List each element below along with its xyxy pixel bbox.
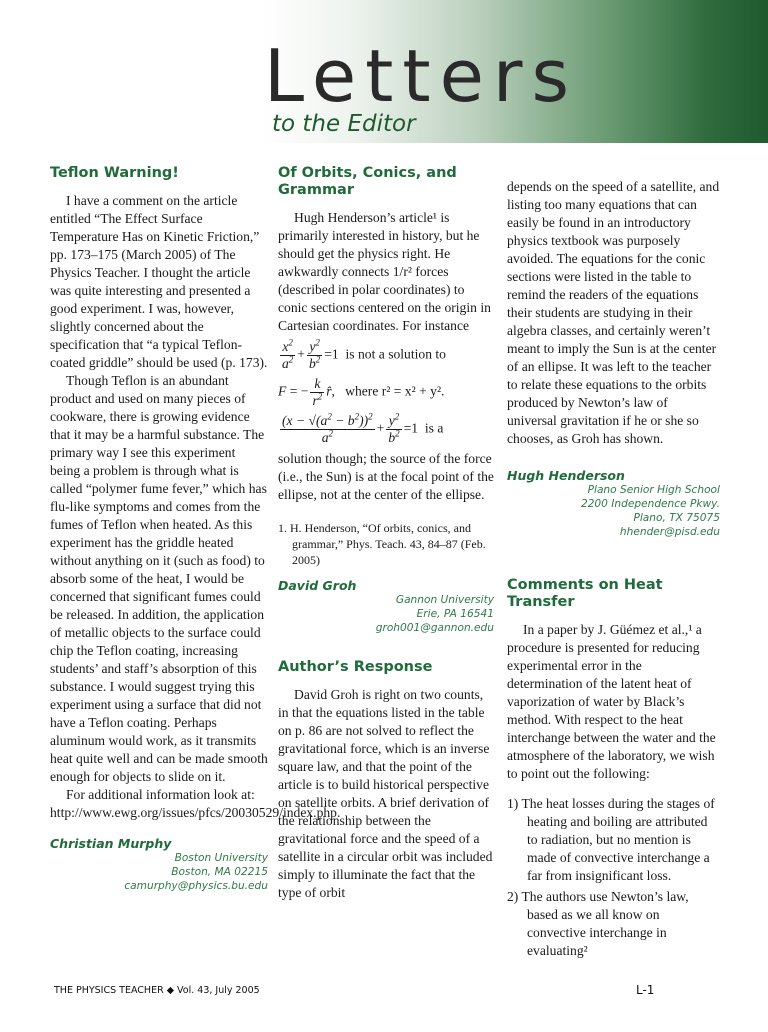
letter2-reference: 1. H. Henderson, “Of orbits, conics, and grammar,” Phys. Teach. 43, 84–87 (Feb. 2005): [278, 521, 486, 567]
response-aff-line-1: Plano Senior High School: [587, 484, 720, 496]
letter1-heading: Teflon Warning!: [50, 165, 179, 181]
response-aff-line-3: Plano, TX 75075: [633, 512, 720, 524]
fraction-y2-b2: $\frac{y^2}{b^2}$: [308, 337, 321, 371]
fraction-shifted-x: $\frac{(x - √(a^2 - b^2))^2}{a^2}$: [282, 411, 373, 445]
equation-2-note: where r² = x² + y².: [345, 383, 445, 399]
footer-page-number: L-1: [636, 983, 655, 997]
letter1-author: Christian Murphy: [50, 836, 172, 851]
letter2-affiliation: [278, 593, 494, 635]
letter2-paragraph-2: solution though; the source of the force (i.e., the Sun) is at the focal point of the ellipse, not at the center of the ellipse.: [278, 451, 494, 502]
column-3: [507, 178, 720, 963]
response-paragraph-1: David Groh is right on two counts, in that the equations listed in the table on p. 86 are not solved to reflect the gravitational force, which is an inverse square law, and that the point of the article is to build historical perspective on satellite orbits. A brief derivation of the relationship between the gravitational force and the speed of a satellite in a circular orbit was included simply to illuminate the fact that the type of orbit: [278, 687, 493, 900]
equation-force: F = − $\frac{k}{r^2}$ r̂, where r² = x² + y².: [278, 376, 445, 408]
letter1-email: camurphy@physics.bu.edu: [124, 880, 268, 892]
letter2-paragraph-1: Hugh Henderson’s article¹ is primarily interested in history, but he should get the physics right. He awkwardly connects 1/r² forces (described in polar coordinates) to conic sections centered on the origin in Cartesian coordinates. For instance: [278, 210, 491, 333]
letter2-aff-line-1: Gannon University: [395, 594, 494, 606]
letter1-aff-line-2: Boston, MA 02215: [171, 866, 268, 878]
fraction-x2-a2: $\frac{x^2}{a^2}$: [282, 337, 294, 371]
letter2-email: groh001@gannon.edu: [375, 622, 494, 634]
list-item: 2) The authors use Newton’s law, based as we all know on convective interchange in evaluating²: [507, 889, 689, 958]
letter1-aff-line-1: Boston University: [174, 852, 268, 864]
equation-ellipse-focus: $\frac{(x - √(a^2 - b^2))^2}{a^2}$ + $\frac{y^2}{b^2}$ =1 is a: [282, 411, 444, 445]
letter2-author: David Groh: [278, 578, 357, 593]
response-affiliation: [507, 483, 720, 539]
letter2-heading: Of Orbits, Conics, and Grammar: [278, 165, 457, 198]
fraction-k-r2: $\frac{k}{r^2}$: [312, 376, 323, 408]
letter1-affiliation: [50, 851, 268, 893]
response-heading: Author’s Response: [278, 659, 433, 675]
letter1-paragraph-3: For additional information look at: http://www.ewg.org/issues/pfcs/20030529/index.php.: [50, 787, 341, 820]
equation-1-note: is not a solution to: [345, 346, 446, 362]
column-2: [278, 165, 494, 902]
response-aff-line-2: 2200 Independence Pkwy.: [580, 498, 720, 510]
fraction-y2-b2-second: $\frac{y^2}{b^2}$: [388, 411, 400, 445]
equation-3-note: is a: [424, 420, 444, 436]
letter3-heading: Comments on Heat Transfer: [507, 577, 663, 610]
letter3-list: [507, 795, 720, 960]
response-email: hhender@pisd.edu: [619, 526, 720, 538]
footer-journal: THE PHYSICS TEACHER ◆ Vol. 43, July 2005: [54, 985, 260, 996]
letter1-paragraph-2: Though Teflon is an abundant product and used on many pieces of cookware, there is growing evidence that it may be a harmful substance. The primary way I see this experiment being a problem is through what is called “polymer fume fever,” which has flu-like symptoms and comes from the fumes of Teflon when heated. As this experiment has the griddle heated without anything on it (such as food) to absorb some of the heat, I would be concerned that significant fumes could be released. In addition, the application of metallic objects to the surface could chip the Teflon coating, increasing students’ and staff’s absorption of this substance. I would suggest trying this experiment using a surface that did not have a Teflon coating. Perhaps aluminum would work, as it transmits heat quite well and can be made smooth enough for objects to slide on it.: [50, 373, 268, 784]
letter1-paragraph-1: I have a comment on the article entitled “The Effect Surface Temperature Has on Kinetic Friction,” pp. 173–175 (March 2005) of The Physics Teacher. I thought the article was quite interesting and presented a good experiment. I was, however, slightly concerned about the specification that “a typical Teflon-coated griddle” should be used (p. 173).: [50, 193, 268, 370]
equation-ellipse-centered: $\frac{x^2}{a^2}$ + $\frac{y^2}{b^2}$ =1 is not a solution to: [282, 337, 446, 371]
response-paragraph-continued: depends on the speed of a satellite, and listing too many equations that can easily be found in an introductory physics textbook was purposely avoided. The equations for the conic sections were listed in the table to remind the readers of the equations their students are studying in their algebra classes, and certainly weren’t meant to imply the Sun is at the center of an ellipse. It was left to the teacher to relate these equations to the orbits produced by Newton’s law of universal gravitation if he or she so chooses, as Groh has shown.: [507, 179, 720, 446]
list-item: 1) The heat losses during the stages of heating and boiling are attributed to radiation, but no mention is made of convective interchange a far from insignificant loss.: [507, 796, 715, 883]
letter2-aff-line-2: Erie, PA 16541: [416, 608, 494, 620]
letter3-paragraph-1: In a paper by J. Güémez et al.,¹ a procedure is presented for reducing experimental error in the determination of the latent heat of vaporization of water by Black’s method. With respect to the heat interchange between the water and the atmosphere of the laboratory, we wish to point out the following:: [507, 622, 716, 781]
page-subtitle: to the Editor: [272, 111, 416, 137]
page-title: Letters: [264, 34, 579, 118]
response-author: Hugh Henderson: [507, 468, 625, 483]
